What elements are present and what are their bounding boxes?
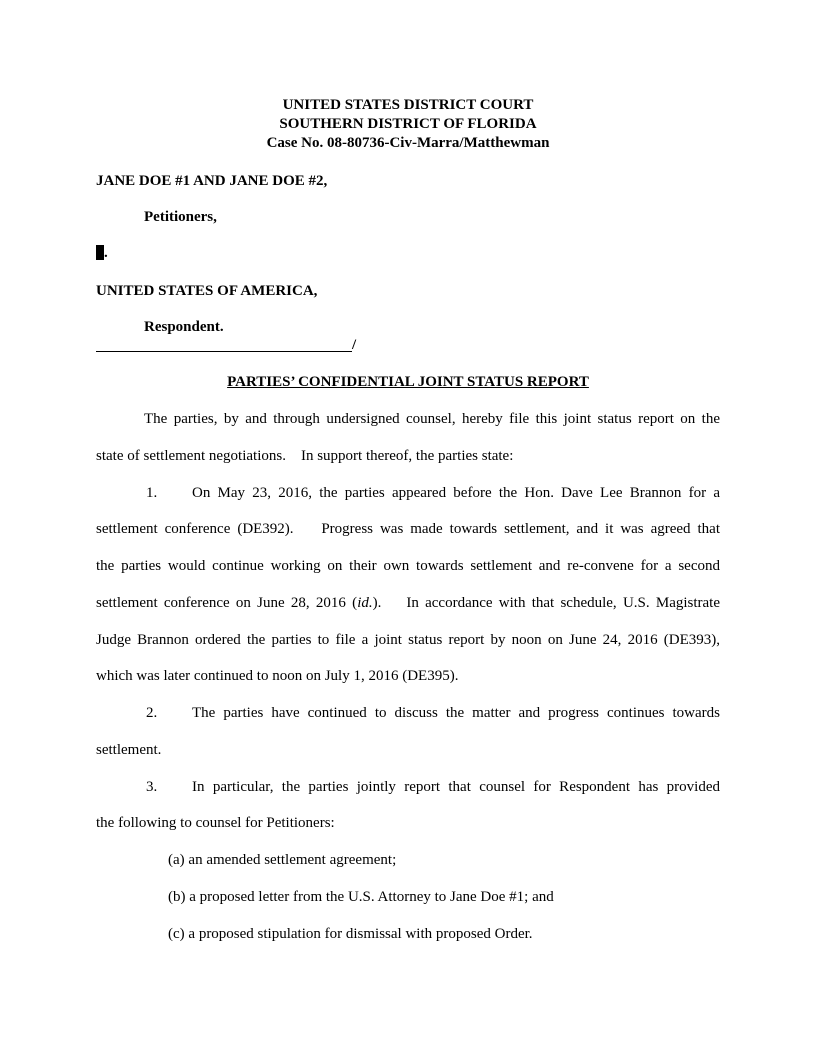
petitioners-names: JANE DOE #1 AND JANE DOE #2, [96,173,328,189]
para3-line-2: the following to counsel for Petitioners: [96,815,335,831]
para1-line-3: the parties would continue working on their own towards settlement and re-convene for a second [96,558,720,574]
para1-number: 1. [146,485,158,501]
intro-line-2: state of settlement negotiations. In support thereof, the parties state: [96,448,514,464]
para1-line-1: On May 23, 2016, the parties appeared before the Hon. Dave Lee Brannon for a [192,485,720,501]
para1-line-2: settlement conference (DE392). Progress was made towards settlement, and it was agreed that [96,521,720,537]
district-name: SOUTHERN DISTRICT OF FLORIDA [279,116,537,132]
para3-number: 3. [146,779,158,795]
petitioners-role: Petitioners, [144,209,217,225]
list-marker: (c) [168,926,185,942]
intro-line-1: The parties, by and through undersigned counsel, hereby file this joint status report on the [144,411,720,427]
redaction-box [96,245,104,260]
list-text: an amended settlement agreement; [188,852,397,868]
list-text: a proposed stipulation for dismissal with proposed Order. [188,926,533,942]
list-text: a proposed letter from the U.S. Attorney to Jane Doe #1; and [189,889,554,905]
para1-line-4: settlement conference on June 28, 2016 (id.). In accordance with that schedule, U.S. Magistrate [96,595,721,611]
para2-line-2: settlement. [96,742,162,758]
para1-line-6: which was later continued to noon on July 1, 2016 (DE395). [96,668,459,684]
list-item [168,852,396,869]
caption-rule [96,351,352,352]
list-marker: (a) [168,852,185,868]
case-number: Case No. 08-80736-Civ-Marra/Matthewman [266,135,550,151]
para3-line-1: In particular, the parties jointly report that counsel for Respondent has provided [192,779,720,795]
para2-line-1: The parties have continued to discuss the matter and progress continues towards [192,705,720,721]
caption-slash: / [352,337,357,353]
versus-suffix: . [104,245,108,261]
list-marker: (b) [168,889,186,905]
list-item [168,926,533,943]
document-title: PARTIES’ CONFIDENTIAL JOINT STATUS REPORT [227,374,589,390]
court-name: UNITED STATES DISTRICT COURT [282,97,534,113]
para2-number: 2. [146,705,158,721]
para1-line-5: Judge Brannon ordered the parties to file a joint status report by noon on June 24, 2016 (DE393), [96,632,720,648]
list-item [168,889,554,906]
respondent-role: Respondent. [144,319,224,335]
respondent-name: UNITED STATES OF AMERICA, [96,283,318,299]
